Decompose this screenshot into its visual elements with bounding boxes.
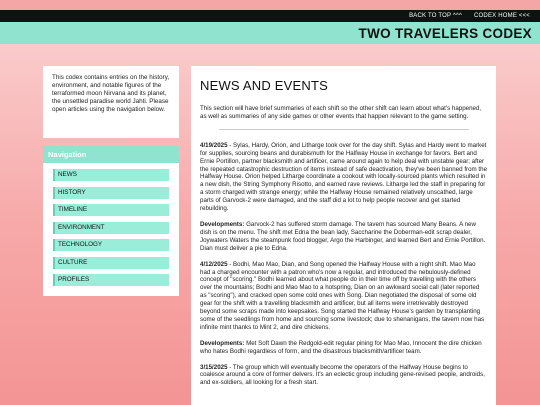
entry-date: Developments: — [200, 339, 245, 347]
intro-panel — [43, 66, 179, 138]
entry-text: - Sylas, Hardy, Orion, and Litharge took over for the day shift. Sylas and Hardy went to market for supplies, sourcing beans and durabismuth for the Halfway House in exchange for favors. Bert and Ernie Portillon, partner blacksmith and artificer, came around again to help deal with unstable gear; after the repeated catastrophic destruction of items instead of safe deactivation, they've been banned from the Halfway House. Orion helped Litharge coordinate a cookout with locally-sourced plants which resulted in a new dish, the String Symphony Risotto, and earned rave reviews. Litharge led the staff in preparing for a storm charged with strange energy; while the Halfway House remained relatively unscathed, large parts of Garvock-2 were damaged, and the staff did a lot to help people recover and get started rebuilding. — [200, 141, 488, 213]
news-entry — [200, 142, 487, 213]
nav-item-environment[interactable]: ENVIRONMENT — [53, 222, 169, 234]
news-entry — [200, 221, 487, 253]
nav-item-timeline[interactable]: TIMELINE — [53, 204, 169, 216]
entry-text: - The group which will eventually become the operators of the Halfway House begins to coalesce around a core of former delvers. It's an eclectic group including gene-revised people, androids, and ex-soldiers, all looking for a fresh start. — [200, 363, 485, 387]
codex-home-link[interactable]: CODEX HOME <<< — [474, 13, 530, 19]
entry-date: 4/19/2025 — [200, 141, 228, 149]
entry-date: Developments: — [200, 220, 245, 228]
navigation-list — [43, 163, 179, 286]
nav-item-profiles[interactable]: PROFILES — [53, 274, 169, 286]
nav-item-culture[interactable]: CULTURE — [53, 257, 169, 269]
divider — [219, 129, 469, 130]
navigation-panel — [43, 146, 179, 296]
nav-item-history[interactable]: HISTORY — [53, 187, 169, 199]
nav-item-technology[interactable]: TECHNOLOGY — [53, 239, 169, 251]
entry-text: - Bodhi, Mao Mao, Dian, and Song opened the Halfway House with a night shift. Mao Mao had a charged encounter with a patron who's now a regular, and introduced the nebulously-defined concept of "scoring." Bodhi learned about what people do in their time off by travelling with the others over the mountains; Bodhi and Mao Mao to a hotspring, Dian on an awkward social call (later reported as "scoring"), and cracked open some cold ones with Song. Dian negotiated the disposal of some old gear for the shift with a travelling blacksmith and artificer, but all items were irretrievably destroyed beyond some scraps made into keepsakes. Song started the Halfway House's garden by transplanting some of the seedlings from home and sourcing some livestock; due to shenanigans, the tavern now has infinite mint thanks to Mint 2, and dire chickens. — [200, 260, 485, 331]
nav-item-news[interactable]: NEWS — [53, 169, 169, 181]
intro-text: This codex contains entries on the history, environment, and notable figures of the terraformed moon Nirvana and its planet, the unsettled paradise world Jahti. Please open articles using the navigation below. — [52, 74, 170, 113]
news-entry — [200, 364, 487, 388]
navigation-heading: Navigation — [43, 146, 179, 163]
entry-text: Garvock-2 has suffered storm damage. The tavern has sourced Many Beans. A new dish is on the menu. The shift met Edna the bean lady, Saccharine the Doberman-edit scrap dealer, Joywaters Waters the steampunk food blogger, Argo the Harbinger, and learned Bert and Ernie Portillon. Dian must deliver a pie to Edna. — [200, 220, 486, 252]
back-to-top-link[interactable]: BACK TO TOP ^^^ — [409, 13, 463, 19]
top-nav-bar — [0, 10, 540, 22]
page-title: NEWS AND EVENTS — [200, 78, 328, 93]
entry-date: 3/15/2025 — [200, 363, 228, 371]
entry-text: Met Soft Dawn the Redgold-edit regular pining for Mao Mao, Innocent the dire chicken who hates Bodhi regardless of form, and the disastrous blacksmith/artificer team. — [200, 339, 482, 355]
main-content — [191, 66, 496, 405]
news-entry — [200, 261, 487, 332]
site-header — [0, 22, 540, 44]
news-entry — [200, 340, 487, 356]
section-description: This section will have brief summaries of each shift so the other shift can learn about what's happened, as well as summaries of any side games or other events that happen relevant to the game setting. — [200, 105, 482, 120]
site-title: TWO TRAVELERS CODEX — [358, 25, 532, 41]
entry-date: 4/12/2025 — [200, 260, 228, 268]
top-strip — [0, 0, 540, 10]
